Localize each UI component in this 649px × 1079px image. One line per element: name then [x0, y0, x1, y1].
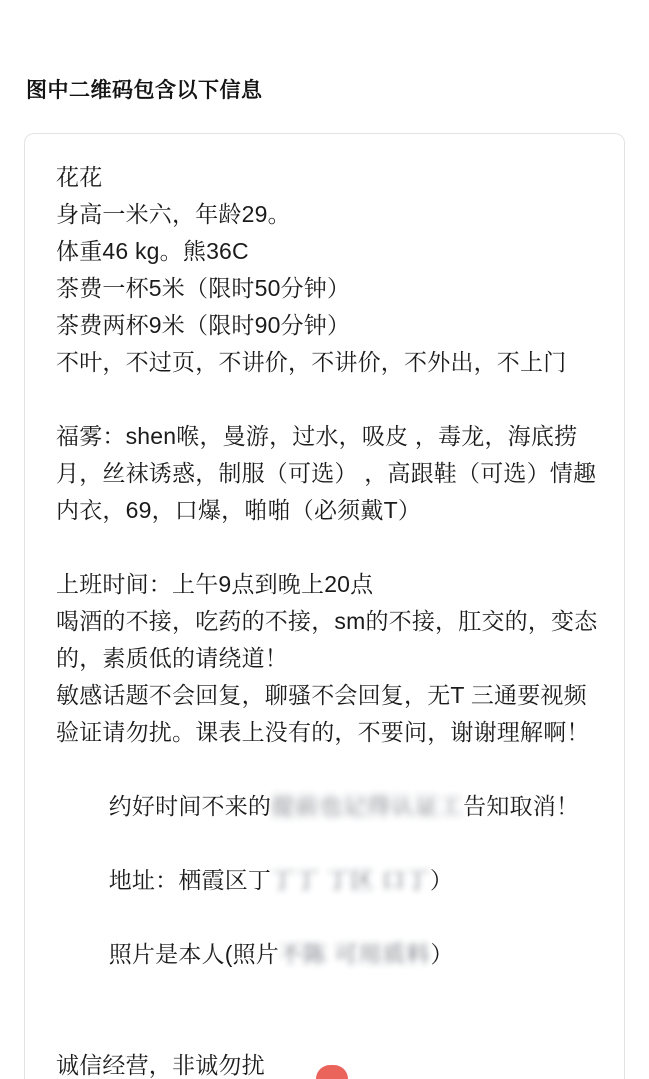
page-title: 图中二维码包含以下信息	[26, 79, 263, 102]
qr-info-card	[24, 133, 625, 1079]
photo-suffix: ）	[430, 941, 454, 967]
photo-prefix: 照片是本人(照片	[108, 941, 279, 967]
price-one-cup: 茶费一杯5米（限时50分钟）	[56, 275, 351, 301]
price-two-cups: 茶费两杯9米（限时90分钟）	[56, 312, 351, 338]
closing-line: 诚信经营，非诚勿扰	[56, 1052, 265, 1078]
profile-height-age: 身高一米六，年龄29。	[56, 201, 291, 227]
paragraph-spacer-2	[56, 529, 606, 566]
profile-weight: 体重46 kg。熊36C	[56, 238, 249, 264]
cancellation-prefix: 约好时间不来的	[108, 793, 272, 819]
photo-line	[56, 941, 454, 1004]
qr-info-content	[56, 159, 606, 1079]
policy-line: 敏感话题不会回复，聊骚不会回复，无T 三通要视频验证请勿扰。课表上没有的，不要问，谢谢理解啊！	[56, 682, 590, 745]
cancellation-redacted-text: 提前也记得认证工	[271, 793, 464, 819]
address-redacted-text: 丁丁 丁区 口丁	[271, 867, 430, 893]
cancellation-line	[56, 793, 579, 856]
work-hours-line: 上班时间：上午9点到晚上20点	[56, 571, 374, 597]
cancellation-suffix: 告知取消！	[463, 793, 580, 819]
profile-name: 花花	[56, 164, 103, 190]
photo-redacted-text: 不陈 可用质料	[279, 941, 431, 967]
address-prefix: 地址：栖霞区丁	[108, 867, 272, 893]
rules-line: 不叶，不过页，不讲价，不讲价，不外出，不上门	[56, 349, 567, 375]
address-suffix: ）	[429, 867, 454, 893]
services-line: 福雾：shen喉，曼游，过水，吸皮 ，毒龙，海底捞月，丝袜诱惑，制服（可选） ，高跟鞋（可选）情趣内衣，69，口爆，啪啪（必须戴T）	[56, 423, 597, 523]
address-line	[56, 867, 453, 930]
restrictions-line: 喝酒的不接，吃药的不接，sm的不接，肛交的，变态的，素质低的请绕道！	[56, 608, 598, 671]
paragraph-spacer-3	[56, 1010, 606, 1047]
paragraph-spacer-1	[56, 381, 606, 418]
